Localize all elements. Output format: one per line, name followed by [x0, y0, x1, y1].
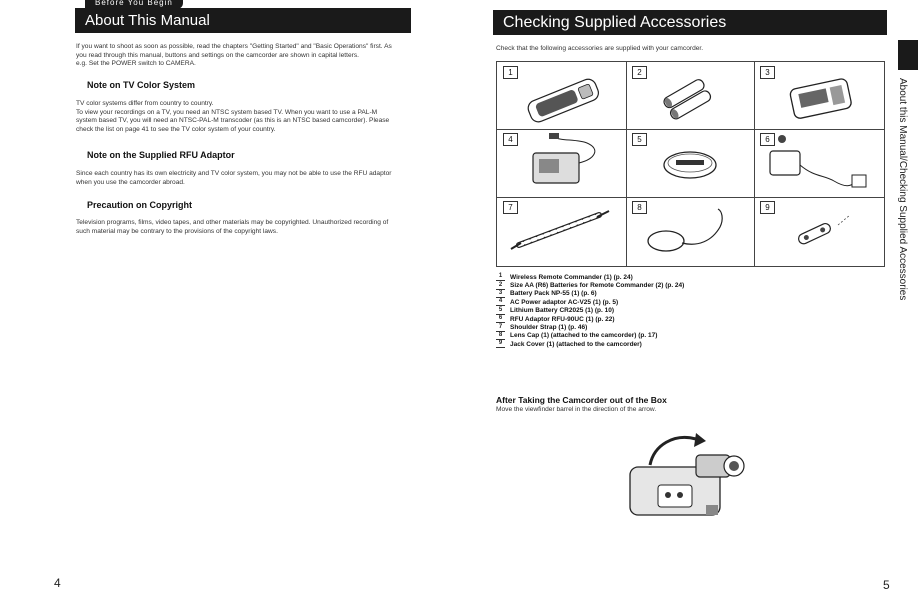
grid-cell-ac-adaptor	[497, 129, 626, 197]
list-number: 8	[496, 332, 505, 340]
paragraph-line: such material may be contrary to the provisions of the copyright laws.	[76, 227, 278, 235]
list-number: 2	[496, 282, 505, 290]
left-page-number: 4	[54, 576, 61, 590]
list-number: 7	[496, 324, 505, 332]
list-number: 3	[496, 290, 505, 298]
paragraph-line: To view your recordings on a TV, you need an NTSC system based TV. When you want to use a PAL-M	[76, 108, 378, 116]
item-number-box: 6	[760, 133, 775, 146]
grid-cell-battery-pack	[754, 62, 884, 129]
section-heading-tv-color: Note on TV Color System	[87, 80, 196, 90]
copyright-paragraph	[76, 219, 461, 236]
item-number-box: 8	[632, 201, 647, 214]
grid-cell-lithium-battery	[626, 129, 754, 197]
camcorder-illustration	[610, 425, 760, 535]
left-header-bar	[75, 8, 411, 33]
section-tab: Before You Begin	[85, 0, 183, 9]
left-page-title: About This Manual	[85, 12, 210, 29]
paragraph-line: when you use the camcorder abroad.	[76, 178, 185, 186]
right-page-number: 5	[883, 578, 890, 592]
list-item	[496, 332, 876, 340]
list-item	[496, 281, 876, 289]
section-heading-rfu: Note on the Supplied RFU Adaptor	[87, 150, 235, 160]
list-text: Lens Cap (1) (attached to the camcorder) (p. 17)	[510, 332, 658, 340]
right-header-bar	[493, 10, 887, 35]
list-text: Lithium Battery CR2025 (1) (p. 10)	[510, 307, 615, 315]
accessories-intro: Check that the following accessories are supplied with your camcorder.	[496, 45, 704, 52]
list-item	[496, 273, 876, 281]
intro-paragraph	[76, 43, 456, 69]
list-number: 1	[496, 273, 505, 281]
paragraph-line: check the list on page 41 to see the TV color system of your country.	[76, 125, 276, 133]
item-number-box: 9	[760, 201, 775, 214]
list-number: 4	[496, 298, 505, 306]
accessories-grid	[496, 61, 885, 267]
list-text: RFU Adaptor RFU-90UC (1) (p. 22)	[510, 315, 615, 323]
intro-line: e.g. Set the POWER switch to CAMERA.	[76, 60, 196, 67]
rfu-paragraph	[76, 170, 461, 187]
section-heading-copyright: Precaution on Copyright	[87, 200, 193, 210]
paragraph-line: Since each country has its own electricity and TV color system, you may not be able to use the RFU adaptor	[76, 170, 392, 177]
list-number: 5	[496, 307, 505, 315]
list-text: Battery Pack NP-55 (1) (p. 6)	[510, 290, 597, 298]
grid-cell-shoulder-strap	[497, 197, 626, 266]
item-number-box: 7	[503, 201, 518, 214]
list-item	[496, 307, 876, 315]
after-box-heading: After Taking the Camcorder out of the Box	[496, 395, 667, 405]
accessories-list	[496, 273, 876, 349]
grid-cell-batteries	[626, 62, 754, 129]
paragraph-line: TV color systems differ from country to country.	[76, 100, 214, 107]
list-text: Shoulder Strap (1) (p. 46)	[510, 324, 588, 332]
list-item	[496, 340, 876, 348]
grid-cell-remote	[497, 62, 626, 129]
list-item	[496, 290, 876, 298]
list-item	[496, 323, 876, 331]
tv-color-paragraph	[76, 100, 461, 134]
list-text: Size AA (R6) Batteries for Remote Commander (2) (p. 24)	[510, 282, 685, 290]
after-box-text: Move the viewfinder barrel in the direction of the arrow.	[496, 406, 657, 413]
item-number-box: 3	[760, 66, 775, 79]
item-number-box: 1	[503, 66, 518, 79]
list-text: Wireless Remote Commander (1) (p. 24)	[510, 273, 633, 281]
grid-cell-jack-cover	[754, 197, 884, 266]
grid-cell-lens-cap	[626, 197, 754, 266]
list-number: 6	[496, 315, 505, 323]
list-item	[496, 298, 876, 306]
right-page-title: Checking Supplied Accessories	[503, 14, 727, 31]
list-number: 9	[496, 340, 505, 348]
side-label-text: About this Manual/Checking Supplied Accessories	[897, 78, 908, 301]
intro-line: If you want to shoot as soon as possible, read the chapters "Getting Started" and "Basic Operations" first. As	[76, 43, 392, 50]
item-number-box: 4	[503, 133, 518, 146]
side-tab-marker	[898, 40, 918, 70]
item-number-box: 5	[632, 133, 647, 146]
grid-cell-rfu-adaptor	[754, 129, 884, 197]
side-label	[890, 78, 908, 301]
intro-line: you read through this manual, buttons and settings on the camcorder are shown in capital letters.	[76, 51, 359, 59]
list-text: Jack Cover (1) (attached to the camcorder)	[510, 340, 642, 348]
paragraph-line: system based TV, you will need an NTSC-PAL-M transcoder (as this is an NTSC based camcorder). Please	[76, 117, 390, 124]
paragraph-line: Television programs, films, video tapes, and other materials may be copyrighted. Unauthorized recording of	[76, 219, 389, 226]
item-number-box: 2	[632, 66, 647, 79]
list-text: AC Power adaptor AC-V25 (1) (p. 5)	[510, 298, 619, 306]
list-item	[496, 315, 876, 323]
